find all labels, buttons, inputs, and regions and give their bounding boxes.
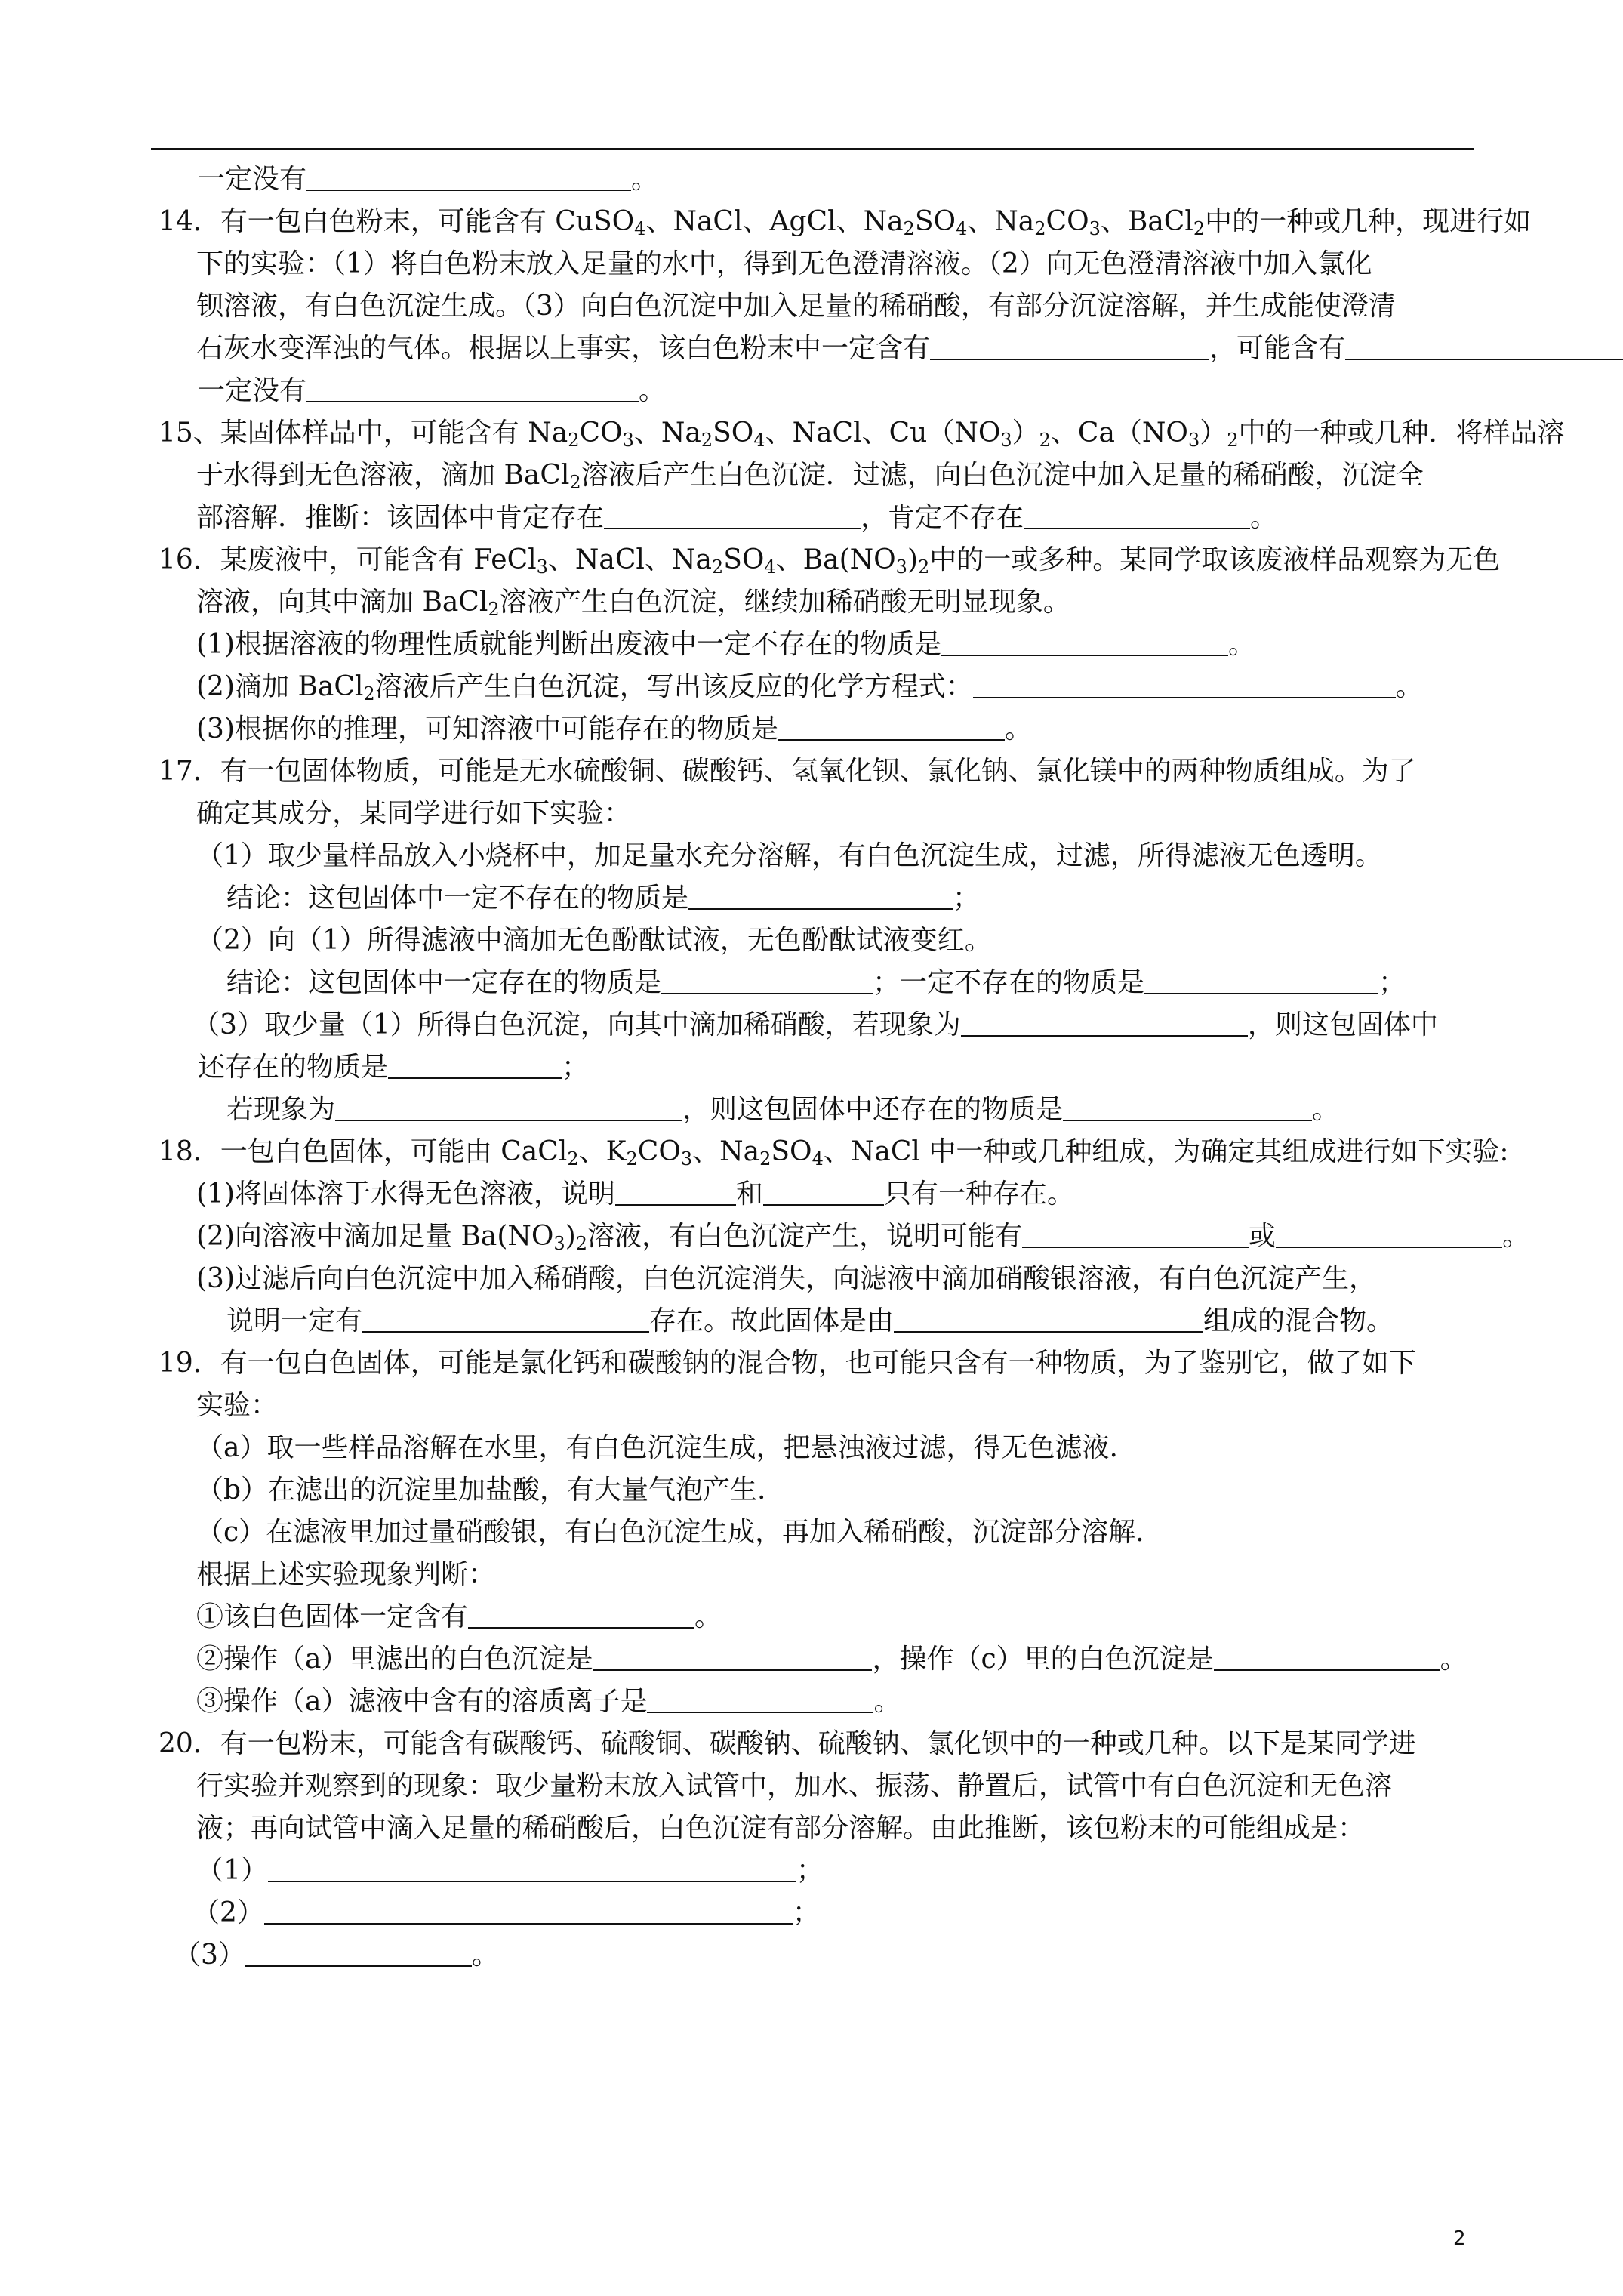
line-text: ，则这包固体中还存在的物质是: [682, 1094, 1064, 1125]
text-line: [159, 205, 1531, 239]
line-text: 溶液后产生白色沉淀．过滤，向白色沉淀中加入足量的稀硝酸，沉淀全: [581, 460, 1424, 491]
answer-blank[interactable]: [1214, 1644, 1440, 1671]
line-text: 19．有一包白色固体，可能是氯化钙和碳酸钠的混合物，也可能只含有一种物质，为了鉴别它，做了如下: [159, 1348, 1416, 1379]
text-line: [196, 840, 1382, 873]
subscript: 3: [895, 556, 907, 578]
text-line: [192, 1897, 820, 1930]
line-text: ；: [792, 1897, 820, 1928]
line-text: 石灰水变浑浊的气体。根据以上事实，该白色粉末中一定含有: [196, 333, 931, 364]
text-line: [196, 670, 1423, 704]
line-text: 、BaCl: [1100, 206, 1193, 237]
answer-blank[interactable]: [1024, 502, 1250, 529]
answer-blank[interactable]: [468, 1601, 694, 1629]
text-line: [198, 1051, 589, 1084]
answer-blank[interactable]: [688, 883, 953, 910]
line-text: 。: [471, 1940, 499, 1971]
line-text: (1)将固体溶于水得无色溶液，说明: [196, 1179, 615, 1210]
line-text: ，可能含有: [1209, 333, 1346, 364]
answer-blank[interactable]: [1276, 1221, 1502, 1248]
text-line: [196, 628, 1255, 661]
line-text: 或: [1249, 1221, 1277, 1252]
text-line: [196, 1220, 1529, 1253]
line-text: 。: [1395, 671, 1423, 702]
line-text: 若现象为: [226, 1094, 336, 1125]
line-text: 16．某废液中，可能含有 FeCl: [159, 544, 537, 575]
line-text: ；: [953, 883, 981, 914]
line-text: (2)滴加 BaCl: [196, 671, 364, 702]
subscript: 2: [1034, 218, 1046, 239]
line-text: 18．一包白色固体，可能由 CaCl: [159, 1136, 568, 1167]
line-text: 还存在的物质是: [198, 1052, 389, 1083]
line-text: 溶液，向其中滴加 BaCl: [196, 587, 488, 618]
line-text: (2)向溶液中滴加足量 Ba(NO: [196, 1221, 554, 1252]
line-text: SO: [771, 1136, 812, 1167]
answer-blank[interactable]: [306, 164, 631, 191]
line-text: 。: [873, 1686, 901, 1717]
line-text: ；: [562, 1052, 590, 1083]
subscript: 2: [1227, 430, 1239, 451]
answer-blank[interactable]: [1144, 967, 1378, 994]
line-text: （c）在滤液里加过量硝酸银，有白色沉淀生成，再加入稀硝酸，沉淀部分溶解.: [196, 1517, 1144, 1548]
line-text: 。: [1502, 1221, 1530, 1252]
subscript: 3: [1089, 218, 1101, 239]
line-text: 下的实验：（1）将白色粉末放入足量的水中，得到无色澄清溶液。（2）向无色澄清溶液中加入氯化: [196, 248, 1372, 279]
line-text: ，则这包固体中: [1247, 1009, 1438, 1040]
line-text: （2）向（1）所得滤液中滴加无色酚酞试液，无色酚酞试液变红。: [196, 925, 992, 956]
line-text: CO: [637, 1136, 681, 1167]
answer-blank[interactable]: [961, 1009, 1248, 1037]
subscript: 3: [622, 430, 634, 451]
line-text: 液；再向试管中滴入足量的稀硝酸后，白色沉淀有部分溶解。由此推断，该包粉末的可能组成是：: [196, 1813, 1366, 1844]
line-text: 20．有一包粉末，可能含有碳酸钙、硫酸铜、碳酸钠、硫酸钠、氯化钡中的一种或几种。以下是某同学进: [159, 1728, 1416, 1759]
subscript: 4: [634, 218, 646, 239]
line-text: CO: [1046, 206, 1089, 237]
line-text: 说明一定有: [226, 1305, 363, 1336]
text-line: [196, 1262, 1376, 1296]
answer-blank[interactable]: [647, 1686, 873, 1713]
subscript: 4: [753, 430, 765, 451]
text-line: [196, 332, 1623, 365]
line-text: 、NaCl 中一种或几种组成，为确定其组成进行如下实验:: [823, 1136, 1509, 1167]
line-text: 。: [1228, 629, 1256, 660]
answer-blank[interactable]: [335, 1094, 682, 1121]
answer-blank[interactable]: [1345, 333, 1623, 360]
line-text: 14．有一包白色粉末，可能含有 CuSO: [159, 206, 635, 237]
line-text: 中的一种或几种．将样品溶: [1238, 418, 1565, 448]
subscript: 2: [759, 1148, 771, 1170]
text-line: [159, 755, 1416, 788]
line-text: 于水得到无色溶液，滴加 BaCl: [196, 460, 570, 491]
subscript: 4: [812, 1148, 824, 1170]
text-line: [192, 1009, 1438, 1042]
line-text: 存在。故此固体是由: [649, 1305, 895, 1336]
answer-blank[interactable]: [941, 629, 1228, 656]
subscript: 2: [568, 430, 580, 451]
subscript: 2: [1039, 430, 1051, 451]
line-text: 。: [1005, 713, 1033, 744]
line-text: （3）取少量（1）所得白色沉淀，向其中滴加稀硝酸，若现象为: [192, 1009, 961, 1040]
answer-blank[interactable]: [930, 333, 1209, 360]
text-line: [196, 1516, 1144, 1549]
line-text: 实验：: [196, 1390, 279, 1421]
subscript: 2: [711, 556, 724, 578]
line-text: 。: [1440, 1644, 1467, 1675]
line-text: 结论：这包固体中一定存在的物质是: [226, 967, 662, 998]
text-line: [196, 797, 631, 831]
subscript: 4: [764, 556, 776, 578]
subscript: 3: [536, 556, 548, 578]
answer-blank[interactable]: [268, 1855, 796, 1882]
line-text: （1）: [196, 1855, 268, 1886]
subscript: 2: [569, 472, 581, 493]
text-line: [196, 459, 1424, 492]
line-text: 确定其成分，某同学进行如下实验：: [196, 798, 632, 829]
subscript: 4: [956, 218, 968, 239]
line-text: 。: [631, 164, 659, 195]
answer-blank[interactable]: [615, 1179, 736, 1206]
answer-blank[interactable]: [593, 1644, 872, 1671]
subscript: 2: [363, 683, 375, 704]
subscript: 2: [626, 1148, 638, 1170]
line-text: 中的一种或几种，现进行如: [1205, 206, 1532, 237]
line-text: 根据上述实验现象判断：: [196, 1559, 496, 1590]
text-line: [196, 1685, 901, 1718]
line-text: CO: [579, 418, 623, 448]
text-line: [196, 1643, 1467, 1676]
line-text: ）: [1012, 418, 1039, 448]
line-text: 、Na: [967, 206, 1035, 237]
answer-blank[interactable]: [362, 1305, 649, 1333]
line-text: ，肯定不存在: [861, 502, 1024, 533]
line-text: 。: [1250, 502, 1278, 533]
text-line: [198, 163, 658, 196]
line-text: 、NaCl、Na: [547, 544, 712, 575]
answer-blank[interactable]: [1063, 1094, 1312, 1121]
line-text: ): [907, 544, 918, 575]
line-text: 15、某固体样品中，可能含有 Na: [159, 418, 568, 448]
line-text: ；: [796, 1855, 824, 1886]
text-line: [226, 966, 1406, 1000]
header-rule: [151, 148, 1474, 150]
line-text: 溶液，有白色沉淀产生，说明可能有: [587, 1221, 1023, 1252]
line-text: 一定没有: [198, 164, 307, 195]
line-text: (3)过滤后向白色沉淀中加入稀硝酸，白色沉淀消失，向滤液中滴加硝酸银溶液，有白色沉淀产生，: [196, 1263, 1376, 1294]
subscript: 2: [567, 1148, 579, 1170]
text-line: [196, 1601, 722, 1634]
subscript: 2: [917, 556, 930, 578]
line-text: ）: [1200, 418, 1227, 448]
line-text: ；一定不存在的物质是: [873, 967, 1145, 998]
text-line: [196, 713, 1032, 746]
text-line: [198, 374, 666, 408]
line-text: 、Ca（NO: [1050, 418, 1188, 448]
line-text: 部溶解．推断：该固体中肯定存在: [196, 502, 605, 533]
subscript: 2: [1193, 218, 1206, 239]
text-line: [196, 1812, 1365, 1845]
answer-blank[interactable]: [388, 1052, 562, 1079]
text-line: [196, 1389, 278, 1422]
text-line: [196, 248, 1372, 281]
line-text: （2）: [192, 1897, 264, 1928]
line-text: 组成的混合物。: [1203, 1305, 1394, 1336]
line-text: 溶液产生白色沉淀，继续加稀硝酸无明显现象。: [499, 587, 1070, 618]
line-text: 一定没有: [198, 375, 307, 406]
line-text: 中的一或多种。某同学取该废液样品观察为无色: [929, 544, 1501, 575]
line-text: ；: [1378, 967, 1406, 998]
line-text: SO: [713, 418, 754, 448]
line-text: 、Na: [692, 1136, 760, 1167]
line-text: ②操作（a）里滤出的白色沉淀是: [196, 1644, 593, 1675]
text-line: [196, 586, 1070, 619]
text-line: [196, 1474, 766, 1507]
subscript: 3: [680, 1148, 693, 1170]
line-text: （3）: [174, 1940, 245, 1971]
line-text: 、Na: [633, 418, 701, 448]
text-line: [226, 1093, 1339, 1126]
line-text: （b）在滤出的沉淀里加盐酸，有大量气泡产生.: [196, 1475, 766, 1505]
line-text: （1）取少量样品放入小烧杯中，加足量水充分溶解，有白色沉淀生成，过滤，所得滤液无色透明。: [196, 840, 1382, 871]
answer-blank[interactable]: [894, 1305, 1203, 1333]
text-line: [226, 882, 980, 915]
subscript: 2: [701, 430, 713, 451]
line-text: SO: [914, 206, 956, 237]
line-text: ): [565, 1221, 576, 1252]
answer-blank[interactable]: [1022, 1221, 1249, 1248]
text-line: [174, 1939, 499, 1972]
text-line: [196, 290, 1396, 323]
subscript: 2: [575, 1233, 588, 1254]
line-text: (1)根据溶液的物理性质就能判断出废液中一定不存在的物质是: [196, 629, 941, 660]
line-text: SO: [723, 544, 765, 575]
line-text: ①该白色固体一定含有: [196, 1601, 469, 1632]
text-line: [196, 924, 992, 957]
line-text: （a）取一些样品溶解在水里，有白色沉淀生成，把悬浊液过滤，得无色滤液.: [196, 1432, 1118, 1463]
text-line: [196, 1854, 824, 1888]
page-number: 2: [1453, 2227, 1466, 2250]
text-line: [196, 1178, 1074, 1211]
line-text: 、NaCl、AgCl、Na: [645, 206, 904, 237]
answer-blank[interactable]: [661, 967, 873, 994]
answer-blank[interactable]: [604, 502, 861, 529]
text-line: [196, 1432, 1118, 1465]
answer-blank[interactable]: [763, 1179, 884, 1206]
line-text: 只有一种存在。: [884, 1179, 1075, 1210]
line-text: 17．有一包固体物质，可能是无水硫酸铜、碳酸钙、氢氧化钡、氯化钠、氯化镁中的两种物质组成。为了: [159, 756, 1416, 787]
line-text: 。: [639, 375, 667, 406]
line-text: 行实验并观察到的现象：取少量粉末放入试管中，加水、振荡、静置后，试管中有白色沉淀和无色溶: [196, 1771, 1393, 1801]
line-text: 。: [694, 1601, 722, 1632]
answer-blank[interactable]: [973, 671, 1396, 698]
text-line: [159, 417, 1565, 450]
text-line: [159, 1136, 1508, 1169]
subscript: 3: [1187, 430, 1200, 451]
subscript: 3: [1000, 430, 1012, 451]
answer-blank[interactable]: [245, 1940, 472, 1967]
line-text: 、Ba(NO: [775, 544, 896, 575]
text-line: [159, 1347, 1416, 1380]
line-text: 钡溶液，有白色沉淀生成。（3）向白色沉淀中加入足量的稀硝酸，有部分沉淀溶解，并生成能使澄清: [196, 291, 1396, 322]
answer-blank[interactable]: [306, 375, 639, 402]
text-line: [196, 1770, 1392, 1803]
text-line: [196, 1558, 495, 1592]
line-text: 溶液后产生白色沉淀，写出该反应的化学方程式：: [374, 671, 973, 702]
line-text: 、K: [578, 1136, 627, 1167]
text-line: [159, 544, 1500, 577]
line-text: 和: [736, 1179, 764, 1210]
text-line: [159, 1727, 1416, 1761]
line-text: ，操作（c）里的白色沉淀是: [872, 1644, 1214, 1675]
answer-blank[interactable]: [264, 1897, 793, 1925]
text-line: [196, 501, 1277, 535]
subscript: 2: [903, 218, 915, 239]
answer-blank[interactable]: [778, 713, 1005, 741]
subscript: 3: [553, 1233, 565, 1254]
line-text: 结论：这包固体中一定不存在的物质是: [226, 883, 689, 914]
line-text: (3)根据你的推理，可知溶液中可能存在的物质是: [196, 713, 778, 744]
line-text: 、NaCl、Cu（NO: [765, 418, 1001, 448]
line-text: ③操作（a）滤液中含有的溶质离子是: [196, 1686, 648, 1717]
text-line: [226, 1305, 1394, 1338]
line-text: 。: [1312, 1094, 1340, 1125]
subscript: 2: [488, 599, 500, 620]
